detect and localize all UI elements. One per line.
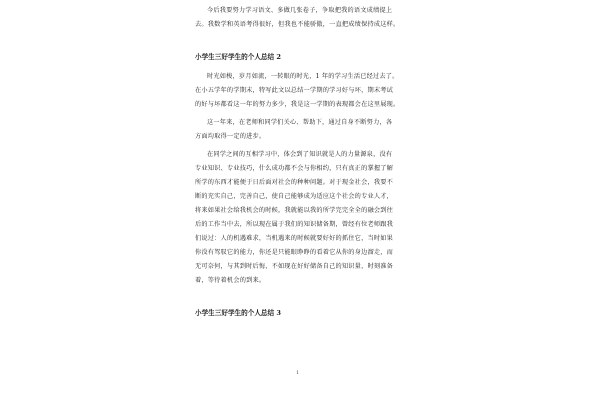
paragraph-line: 将来如果社会给我机会的时候，我就能以我的所学完完全全的融会到往 [195,207,394,214]
paragraph-line: 专业知识、专业技巧，什么成功都不会与你相约，只有真正的掌握了解 [195,165,394,172]
paragraph-line: 去。我数学和英语考得很好，但我也不能骄傲，一直把成绩保持成这样。 [195,21,400,28]
paragraph-line: 方面均取得一定的进步。 [195,133,266,140]
paragraph-line: 无可奈何，与其到时后悔，不如现在好好储备自己的知识量，时刻准备 [195,263,394,270]
document-body [195,4,423,326]
page-number: 1 [296,370,300,376]
paragraph-line: 这一年来，在老师和同学们关心、帮助下，通过自身不断努力，各 [207,119,393,126]
paragraph-4 [195,148,423,288]
paragraph-line: 们说过：人的机遇难求，当机遇来的时候就要好好的抓住它，当时如果 [195,235,394,242]
paragraph-line: 断的充实自己，完善自己，使自己能够成为适应这个社会的专业人才， [195,193,394,200]
paragraph-line: 在同学之间的互相学习中，体会到了知识就是人的力量源泉，没有 [207,151,393,158]
paragraph-line: 后的工作当中去，所以现在属于我们的知识储备期，曾经有位老师跟我 [195,221,394,228]
section-heading-3: 小学生三好学生的个人总结 3 [195,309,282,317]
paragraph-line: 在小五学年的学期末，特写此文以总结一学期的学习好与坏，期末考试 [195,87,394,94]
paragraph-line: 着，等待着机会的到来。 [195,277,266,284]
paragraph-line: 所学的东西才能便于日后面对社会的种种问题。对于现金社会，我要不 [195,179,394,186]
paragraph-3 [195,116,423,144]
paragraph-line: 今后我要努力学习语文、多做几张卷子，争取把我的语文成绩提上 [207,7,393,14]
paragraph-line: 的好与坏都看这一年的努力多少，我是这一学期的表现都会在这里展现。 [195,101,400,108]
paragraph-1 [195,4,423,32]
paragraph-line: 你没有驾驭它的能力，你还是只能眼睁睁的看着它从你的身边溜走，而 [195,249,394,256]
section-heading-2: 小学生三好学生的个人总结 2 [195,53,282,61]
paragraph-line: 时光如梭，岁月如流，一转眼的时光，1 年的学习生活已经过去了。 [207,73,399,80]
paragraph-2 [195,70,423,112]
